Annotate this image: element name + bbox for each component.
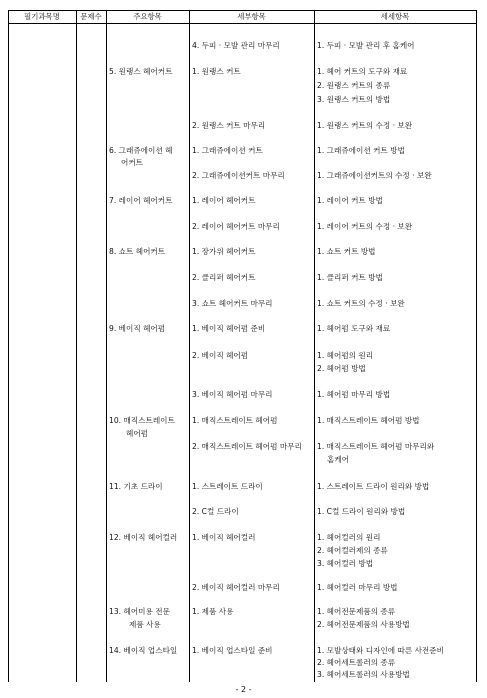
sub-detail-item: 1. 헤어펌의 원리 [317, 351, 374, 360]
detail-item: 1. 장가위 헤어커트 [192, 247, 256, 256]
detail-item: 1. 베이직 헤어컬러 [192, 533, 256, 542]
detail-item: 1. 그래쥬에이션 커트 [192, 146, 263, 155]
sub-detail-item: 2. 헤어전문제품의 사용방법 [317, 620, 410, 629]
main-item: 8. 쇼트 헤어커트 [109, 247, 166, 256]
detail-item: 2. 베이직 헤어펌 [192, 351, 249, 360]
sub-detail-item: 1. 매직스트레이트 헤어펌 방법 [317, 416, 420, 425]
main-item: 5. 원랭스 헤어커트 [109, 67, 173, 76]
main-item-continuation: 제품 사용 [129, 620, 161, 629]
main-item-continuation: 헤어펌 [126, 429, 149, 438]
detail-item: 1. 매직스트레이트 헤어펌 [192, 416, 278, 425]
sub-detail-item: 1. 두피 · 모발 관리 후 홈케어 [317, 41, 415, 50]
detail-item: 3. 쇼트 헤어커트 마무리 [192, 299, 273, 308]
sub-detail-item: 1. 헤어컬러의 원리 [317, 533, 381, 542]
detail-item: 2. 레이어 헤어커트 마무리 [192, 222, 280, 231]
column-divider-1 [76, 10, 77, 682]
sub-detail-item: 1. 헤어전문제품의 종류 [317, 607, 396, 616]
header-bottom-border [8, 23, 477, 24]
detail-item: 2. 클리퍼 헤어커트 [192, 273, 256, 282]
header-subject: 필기과목명 [24, 12, 60, 21]
sub-detail-item: 3. 원랭스 커트의 방법 [317, 95, 391, 104]
detail-item: 1. 베이직 헤어펌 준비 [192, 324, 266, 333]
sub-detail-item: 2. 헤어펌 방법 [317, 364, 366, 373]
main-item: 12. 베이직 헤어컬러 [109, 533, 178, 542]
sub-detail-item: 1. 레이어 커트의 수정 · 보완 [317, 222, 413, 231]
main-item: 6. 그래쥬에이션 헤 [109, 146, 173, 155]
table-right-border [476, 10, 477, 682]
header-sub-detail-item: 세세항목 [380, 12, 410, 21]
main-item-continuation: 어커트 [121, 158, 144, 167]
sub-detail-item: 1. 스트레이트 드라이 원리와 방법 [317, 482, 430, 491]
sub-detail-item: 3. 헤어세트롤러의 사용방법 [317, 670, 410, 679]
header-question-count: 문제수 [80, 12, 102, 21]
detail-item: 2. C컬 드라이 [192, 507, 239, 516]
main-item: 13. 헤어미용 전문 [109, 607, 170, 616]
sub-detail-item: 1. 매직스트레이트 헤어펌 마무리와 [317, 442, 435, 451]
sub-detail-item: 1. 헤어펌 도구와 재료 [317, 324, 391, 333]
column-divider-3 [189, 10, 190, 682]
detail-item: 1. 스트레이트 드라이 [192, 482, 263, 491]
detail-item: 4. 두피 · 모발 관리 마무리 [192, 41, 280, 50]
sub-detail-item: 2. 헤어세트롤러의 종류 [317, 658, 396, 667]
detail-item: 1. 제품 사용 [192, 607, 234, 616]
header-main-item: 주요항목 [133, 12, 162, 21]
sub-detail-item: 1. 클리퍼 커트 방법 [317, 273, 383, 282]
sub-detail-item: 1. 헤어 커트의 도구와 재료 [317, 67, 408, 76]
sub-detail-item: 1. C컬 드라이 원리와 방법 [317, 507, 406, 516]
main-item: 9. 베이직 헤어펌 [109, 324, 166, 333]
detail-item: 1. 베이직 업스타일 준비 [192, 646, 273, 655]
sub-detail-item: 1. 레이어 커트 방법 [317, 196, 383, 205]
column-divider-2 [106, 10, 107, 682]
sub-detail-item: 1. 헤어펌 마무리 방법 [317, 390, 391, 399]
sub-detail-item: 1. 쇼트 커트 방법 [317, 247, 376, 256]
sub-detail-item: 1. 쇼트 커트의 수정 · 보완 [317, 299, 405, 308]
detail-item: 1. 원랭스 커트 [192, 67, 241, 76]
table-left-border [8, 10, 9, 682]
sub-detail-item: 1. 그래쥬에이션커트의 수정 · 보완 [317, 171, 432, 180]
detail-item: 2. 원랭스 커트 마무리 [192, 121, 266, 130]
sub-detail-item: 1. 모발상태와 디자인에 따른 사전준비 [317, 646, 444, 655]
detail-item: 1. 레이어 헤어커트 [192, 196, 256, 205]
sub-detail-item: 1. 원랭스 커트의 수정 · 보완 [317, 121, 413, 130]
header-detail-item: 세부항목 [237, 12, 266, 21]
main-item: 14. 베이직 업스타일 [109, 646, 178, 655]
sub-detail-item: 3. 헤어컬러 방법 [317, 559, 374, 568]
sub-detail-item: 2. 원랭스 커트의 종류 [317, 81, 391, 90]
main-item: 10. 매직스트레이트 [109, 416, 175, 425]
main-item: 11. 기초 드라이 [109, 482, 163, 491]
sub-detail-item-continuation: 홈케어 [327, 455, 350, 464]
detail-item: 2. 베이직 헤어컬러 마무리 [192, 583, 280, 592]
sub-detail-item: 2. 헤어컬러제의 종류 [317, 546, 388, 555]
detail-item: 2. 그래쥬에이션커트 마무리 [192, 171, 285, 180]
sub-detail-item: 1. 그래쥬에이션 커트 방법 [317, 146, 405, 155]
page-number: - 2 - [235, 685, 252, 694]
main-item: 7. 레이어 헤어커트 [109, 196, 173, 205]
detail-item: 3. 베이직 헤어펌 마무리 [192, 390, 273, 399]
detail-item: 2. 매직스트레이트 헤어펌 마무리 [192, 442, 302, 451]
sub-detail-item: 1. 헤어컬러 마무리 방법 [317, 583, 398, 592]
column-divider-4 [314, 10, 315, 682]
